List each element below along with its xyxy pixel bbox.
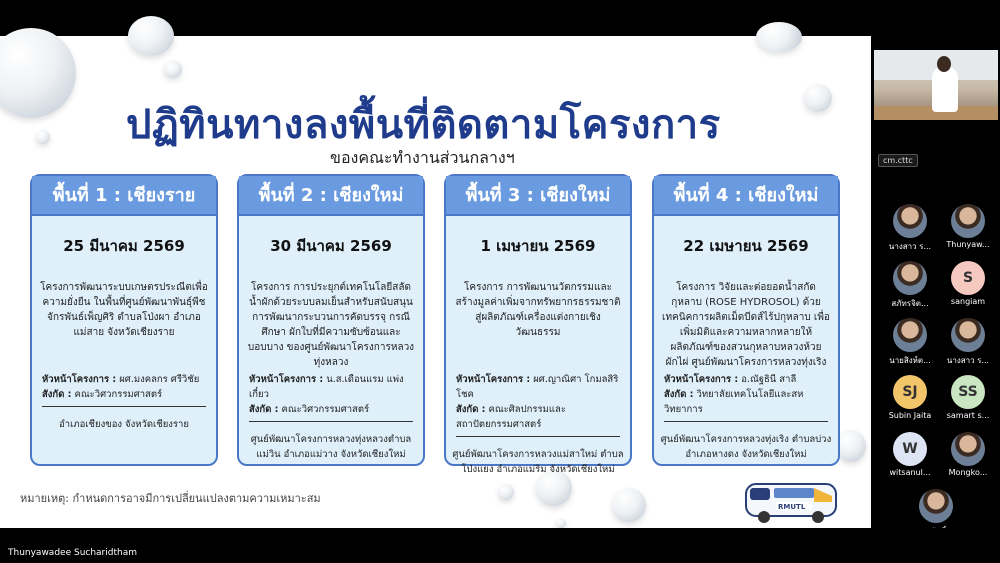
area-card-description: โครงการพัฒนาระบบเกษตรประณีตเพื่อความยั่งยืน ในพื้นที่ศูนย์พัฒนาพันธุ์พืชจักรพันธ์เพ็ญศิริ ตำบลโป่งผา อำเภอแม่สาย จังหวัดเชียงราย <box>40 282 208 338</box>
avatar <box>919 489 953 523</box>
participants-panel <box>872 36 1000 528</box>
area-card-date: 25 มีนาคม 2569 <box>63 237 185 255</box>
participant-name: samart s... <box>946 411 990 420</box>
area-card-date: 22 เมษายน 2569 <box>683 237 809 255</box>
avatar: W <box>893 432 927 466</box>
participant-name: สภัทรจิต... <box>891 299 929 308</box>
participant-tile[interactable] <box>880 204 940 250</box>
participant-name: นายสิงห์ต... <box>889 356 931 365</box>
project-lead-label: หัวหน้าโครงการ : <box>664 374 739 385</box>
avatar <box>893 204 927 238</box>
project-lead-label: หัวหน้าโครงการ : <box>249 374 324 385</box>
affiliation: คณะศิลปกรรมและสถาปัตยกรรมศาสตร์ <box>456 404 566 430</box>
divider <box>664 421 828 422</box>
divider <box>42 406 206 407</box>
area-card-4 <box>652 174 840 466</box>
area-card-date: 1 เมษายน 2569 <box>480 237 596 255</box>
area-card-location: ศูนย์พัฒนาโครงการหลวงทุ่งเริง ตำบลบ่วง อำเภอหางดง จังหวัดเชียงใหม่ <box>660 434 832 460</box>
area-card-header: พื้นที่ 3 : เชียงใหม่ <box>446 176 630 216</box>
participant-tile[interactable] <box>880 375 940 421</box>
participant-tile[interactable] <box>938 261 998 307</box>
project-lead-label: หัวหน้าโครงการ : <box>42 374 117 385</box>
water-drop-decoration <box>612 488 646 522</box>
area-card-2 <box>237 174 425 466</box>
area-card-1 <box>30 174 218 466</box>
affiliation-label: สังกัด : <box>456 404 486 415</box>
water-drop-decoration <box>556 518 566 528</box>
participant-name: นางสาว ร... <box>946 356 990 365</box>
avatar: SS <box>951 375 985 409</box>
area-card-header: พื้นที่ 2 : เชียงใหม่ <box>239 176 423 216</box>
project-lead-label: หัวหน้าโครงการ : <box>456 374 531 385</box>
active-speaker-video[interactable] <box>874 50 998 120</box>
water-drop-decoration <box>804 84 832 112</box>
slide-title: ปฏิทินทางลงพื้นที่ติดตามโครงการ <box>126 102 721 148</box>
area-card-3 <box>444 174 632 475</box>
water-drop-decoration <box>0 28 76 118</box>
area-card-location: อำเภอเชียงของ จังหวัดเชียงราย <box>59 419 189 430</box>
rmutl-van-logo <box>742 476 842 526</box>
affiliation-label: สังกัด : <box>42 389 72 400</box>
water-drop-decoration <box>498 484 514 500</box>
area-card-description: โครงการ การประยุกต์เทคโนโลยีสลัดน้ำผักด้วยระบบลมเย็นสำหรับสนับสนุนการพัฒนากระบวนการคัดบรรจุ กรณีศึกษา ผักใบที่มีความซับซ้อนและบอบบาง ของศูนย์พัฒนาโครงการหลวงทุ่งหลวง <box>247 282 415 368</box>
participant-tile[interactable] <box>880 318 940 364</box>
project-lead: ผศ.ญาณิศา โกมลสิริโชค <box>456 374 619 400</box>
water-drop-decoration <box>756 22 802 52</box>
affiliation: วิทยาลัยเทคโนโลยีและสหวิทยาการ <box>664 389 804 415</box>
participant-name: นางสาว ร... <box>888 242 932 251</box>
participant-name: sangiam <box>950 297 986 306</box>
avatar <box>951 432 985 466</box>
area-card-location: ศูนย์พัฒนาโครงการหลวงทุ่งหลวงตำบลแม่วิน อำเภอแม่วาง จังหวัดเชียงใหม่ <box>250 434 412 460</box>
presenter-name: Thunyawadee Sucharidtham <box>8 548 137 558</box>
participant-tile[interactable] <box>880 432 940 478</box>
divider <box>456 436 620 437</box>
area-card-header: พื้นที่ 4 : เชียงใหม่ <box>654 176 838 216</box>
water-drop-decoration <box>836 430 866 462</box>
affiliation: คณะวิศวกรรมศาสตร์ <box>74 389 163 400</box>
avatar: S <box>951 261 985 295</box>
water-drop-decoration <box>36 130 50 144</box>
water-drop-decoration <box>128 16 174 56</box>
area-card-location: ศูนย์พัฒนาโครงการหลวงแม่สาใหม่ ตำบลโป่งแยง อำเภอแม่ริม จังหวัดเชียงใหม่ <box>452 449 624 475</box>
area-card-description: โครงการ วิจัยและต่อยอดน้ำสกัดกุหลาบ (ROSE HYDROSOL) ด้วยเทคนิคการผลิตเม็ดบีดส์ไร้ปกุหลาบ เพื่อเพิ่มมิติและความหลากหลายให้ผลิตภัณฑ์ของสวนกุหลาบหลวงห้วยผักไผ่ ศูนย์พัฒนาโครงการหลวงทุ่งเริง <box>662 282 830 368</box>
affiliation-label: สังกัด : <box>664 389 694 400</box>
avatar <box>893 318 927 352</box>
logo-text: RMUTL <box>778 503 806 511</box>
avatar: SJ <box>893 375 927 409</box>
divider <box>249 421 413 422</box>
participant-tile[interactable] <box>880 261 940 307</box>
affiliation: คณะวิศวกรรมศาสตร์ <box>281 404 370 415</box>
area-card-header: พื้นที่ 1 : เชียงราย <box>32 176 216 216</box>
participant-tile[interactable] <box>938 375 998 421</box>
avatar <box>951 318 985 352</box>
avatar <box>893 261 927 295</box>
project-lead: น.ส.เดือนแรม แพ่งเกี๋ยว <box>249 374 404 400</box>
area-card-meta <box>32 372 216 402</box>
area-card-meta <box>239 372 423 417</box>
slide-note: หมายเหตุ: กำหนดการอาจมีการเปลี่ยนแปลงตามความเหมาะสม <box>20 492 321 505</box>
bottom-bar <box>0 528 1000 563</box>
area-card-description: โครงการ การพัฒนานวัตกรรมและสร้างมูลค่าเพิ่มจากทรัพยากรธรรมชาติสู่ผลิตภัณฑ์เครื่องแต่งกายเชิงวัฒนธรรม <box>455 282 621 338</box>
room-label: cm.cttc <box>878 154 918 167</box>
area-card-date: 30 มีนาคม 2569 <box>270 237 392 255</box>
participant-name: Subin Jaita <box>888 411 932 420</box>
participant-tile[interactable] <box>938 318 998 364</box>
project-lead: อ.ณัฐธินี สาลี <box>741 374 797 385</box>
participant-tile[interactable] <box>938 204 998 250</box>
area-card-meta <box>446 372 630 432</box>
participant-tile[interactable] <box>938 432 998 478</box>
avatar <box>951 204 985 238</box>
project-lead: ผศ.มงคลกร ศรีวิชัย <box>119 374 200 385</box>
affiliation-label: สังกัด : <box>249 404 279 415</box>
participant-name: Thunyaw... <box>946 240 990 249</box>
shared-slide <box>0 36 871 528</box>
water-drop-decoration <box>164 60 182 78</box>
participant-name: witsanul... <box>889 468 931 477</box>
slide-subtitle: ของคณะทำงานส่วนกลางฯ <box>330 148 515 167</box>
area-card-meta <box>654 372 838 417</box>
participant-name: Mongko... <box>948 468 988 477</box>
